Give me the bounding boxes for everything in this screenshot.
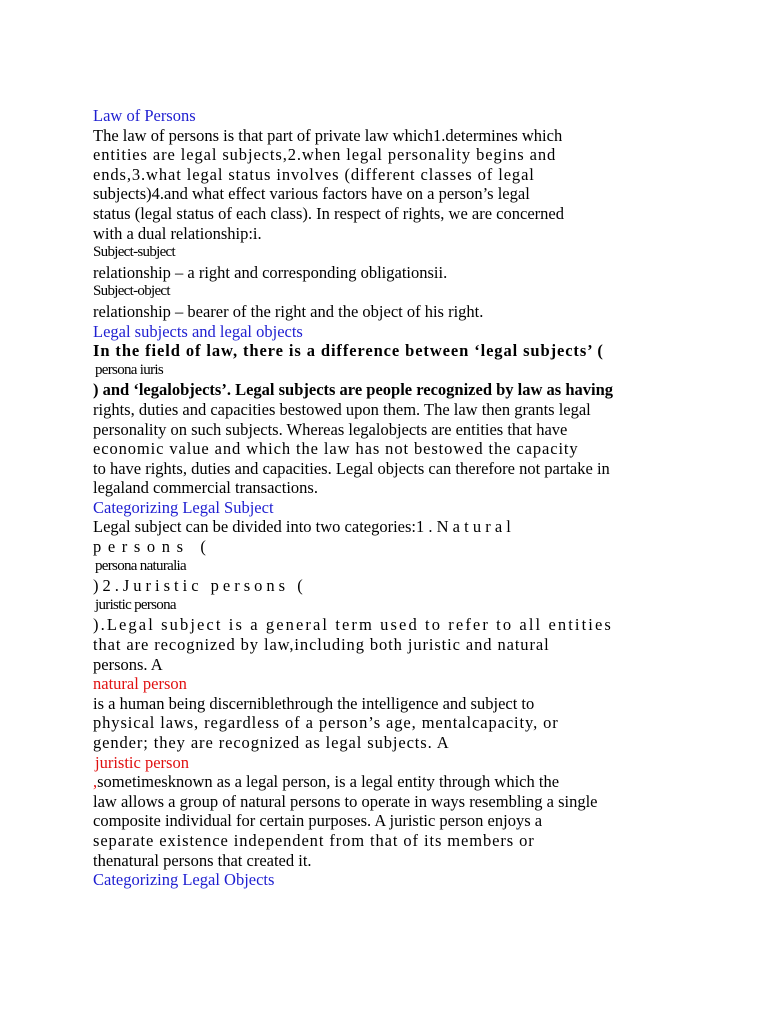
line-text: Legal subject can be divided into two categories:1 . N a t u r a l	[93, 517, 511, 537]
text-line	[93, 753, 683, 773]
text-line	[93, 713, 683, 733]
line-text: composite individual for certain purposes. A juristic person enjoys a	[93, 811, 543, 831]
line-text: relationship – bearer of the right and the object of his right.	[93, 301, 484, 321]
document-body	[93, 106, 683, 890]
text-line	[93, 655, 683, 675]
text-line	[93, 224, 683, 244]
text-line	[93, 400, 683, 420]
line-text: Legal subjects and legal objects	[93, 321, 303, 341]
line-text: ends,3.what legal status involves (different classes of legal	[93, 164, 535, 184]
line-text: subjects)4.and what effect various factors have on a person’s legal	[93, 184, 530, 204]
line-text: Subject-object	[93, 283, 170, 300]
line-text: to have rights, duties and capacities. Legal objects can therefore not partake in	[93, 458, 610, 478]
text-line	[93, 811, 683, 831]
text-line	[93, 557, 683, 577]
line-text: Law of Persons	[93, 106, 196, 125]
line-text: Subject-subject	[93, 244, 175, 261]
line-text: persons (	[93, 537, 213, 557]
line-text: legaland commercial transactions.	[93, 478, 318, 498]
line-text: separate existence independent from that of its members or	[93, 830, 535, 850]
line-text: ).Legal subject is a general term used to refer to all entities	[93, 615, 613, 635]
line-text: persons. A	[93, 654, 163, 674]
text-line	[93, 831, 683, 851]
text-line	[93, 596, 683, 616]
line-text: gender; they are recognized as legal subjects. A	[93, 733, 450, 752]
text-line	[93, 772, 683, 792]
line-text: In the field of law, there is a difference between ‘legal subjects’ (	[93, 341, 604, 361]
line-text: Categorizing Legal Objects	[93, 870, 275, 890]
line-text: personality on such subjects. Whereas legalobjects are entities that have	[93, 419, 568, 439]
line-text: rights, duties and capacities bestowed upon them. The law then grants legal	[93, 399, 591, 419]
text-line	[93, 694, 683, 714]
text-line	[93, 361, 683, 381]
text-line	[93, 243, 683, 263]
text-line	[93, 282, 683, 302]
text-line	[93, 184, 683, 204]
line-text: )2.Juristic persons (	[93, 576, 307, 596]
line-text: sometimesknown as a legal person, is a legal entity through which the	[97, 772, 560, 792]
text-prefix: ,	[93, 772, 98, 792]
text-line	[93, 792, 683, 812]
text-line	[93, 635, 683, 655]
text-line	[93, 517, 683, 537]
line-text: with a dual relationship:i.	[93, 223, 262, 243]
line-text: physical laws, regardless of a person’s age, mentalcapacity, or	[93, 713, 559, 733]
text-line	[93, 420, 683, 440]
line-text: juristic person	[95, 752, 189, 772]
line-text: ) and ‘legalobjects’. Legal subjects are people recognized by law as having	[93, 380, 614, 400]
line-text: economic value and which the law has not bestowed the capacity	[93, 439, 579, 459]
section-heading	[93, 106, 683, 126]
text-line	[93, 165, 683, 185]
line-text: relationship – a right and corresponding obligationsii.	[93, 262, 448, 282]
text-line	[93, 263, 683, 283]
line-text: is a human being discerniblethrough the intelligence and subject to	[93, 693, 535, 713]
line-text: juristic persona	[95, 596, 176, 613]
text-line	[93, 126, 683, 146]
line-text: that are recognized by law,including both juristic and natural	[93, 635, 550, 655]
text-line	[93, 380, 683, 400]
text-line	[93, 459, 683, 479]
text-line	[93, 145, 683, 165]
line-text: thenatural persons that created it.	[93, 850, 312, 870]
text-line	[93, 439, 683, 459]
line-text: persona naturalia	[95, 557, 186, 574]
section-heading	[93, 870, 683, 890]
line-text: The law of persons is that part of private law which1.determines which	[93, 125, 563, 145]
text-line	[93, 851, 683, 871]
line-text: natural person	[93, 674, 187, 694]
line-text: status (legal status of each class). In respect of rights, we are concerned	[93, 203, 564, 223]
line-text: entities are legal subjects,2.when legal personality begins and	[93, 145, 557, 165]
line-text: persona iuris	[95, 361, 163, 378]
text-line	[93, 204, 683, 224]
line-text: Categorizing Legal Subject	[93, 497, 274, 517]
text-line	[93, 478, 683, 498]
text-line	[93, 615, 683, 635]
section-heading	[93, 498, 683, 518]
text-line	[93, 674, 683, 694]
text-line	[93, 302, 683, 322]
line-text: law allows a group of natural persons to operate in ways resembling a single	[93, 791, 598, 811]
section-heading	[93, 322, 683, 342]
text-line	[93, 733, 683, 753]
text-line	[93, 341, 683, 361]
text-line	[93, 576, 683, 596]
text-line	[93, 537, 683, 557]
